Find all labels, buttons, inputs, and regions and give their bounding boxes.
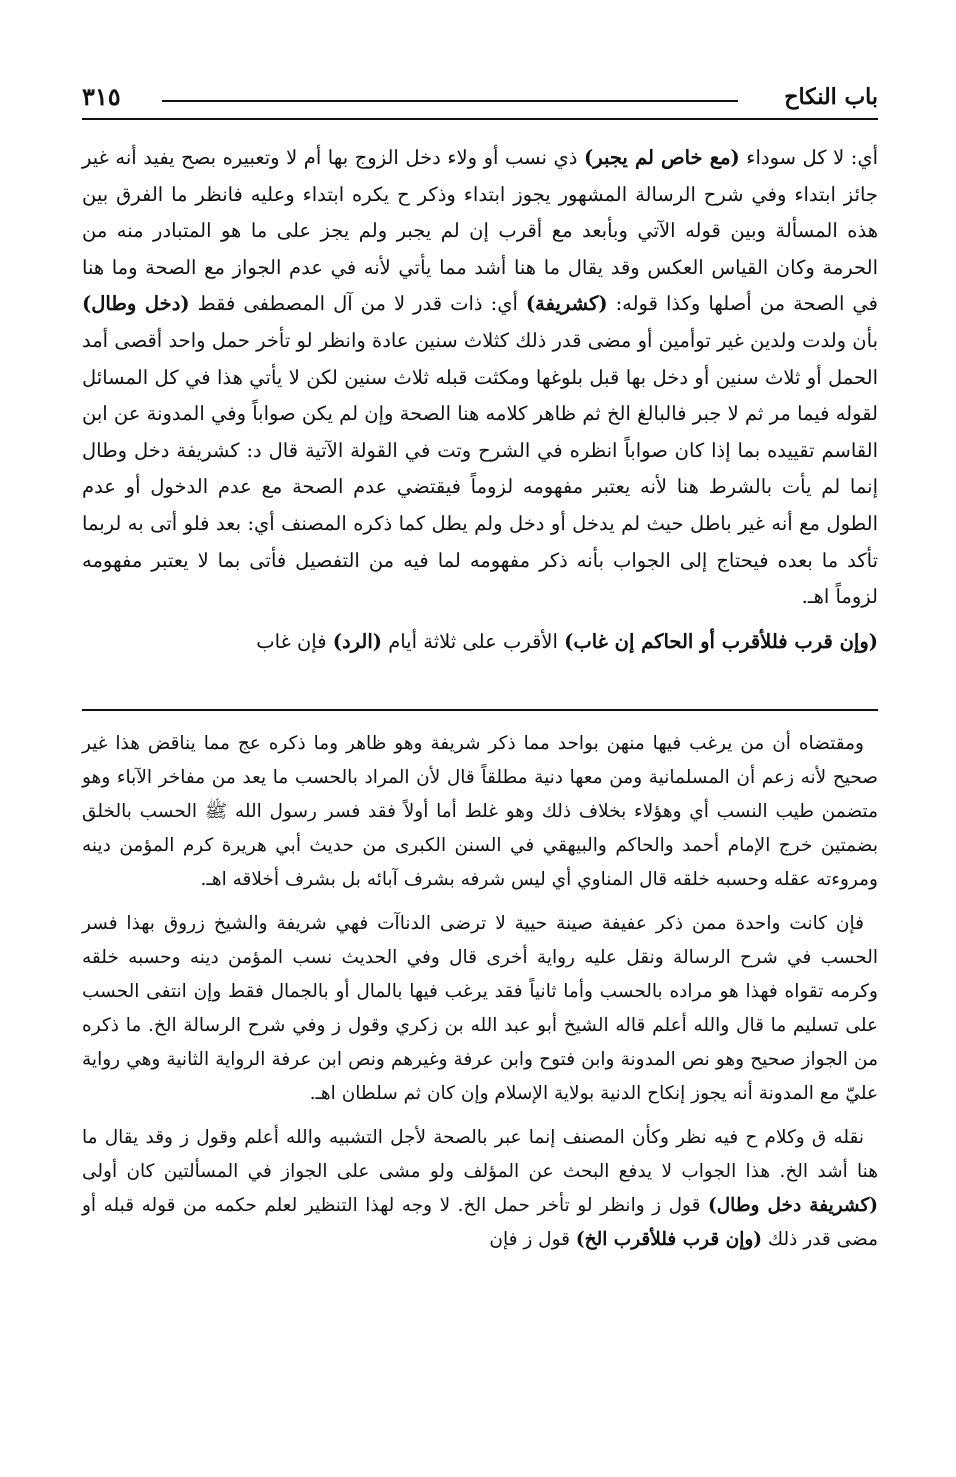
- bold-text-run: (دخل وطال): [82, 292, 190, 316]
- text-run: قول ز فإن: [489, 1229, 576, 1250]
- footnote-paragraph-2: [82, 907, 878, 1111]
- text-run: ومقتضاه أن من يرغب فيها منهن بواحد مما ذكر شريفة وهو ظاهر وما ذكره عج مما يناقض هذا غير صحيح لأنه زعم أن المسلمانية ومن معها دنية مطلقاً قال لأن المراد بالحسب ما يعد من مفاخر الآباء وهو متضمن طيب النسب أي وهؤلاء بخلاف ذلك وهو غلط أما أولاً فقد فسر رسول الله ﷺ الحسب بالخلق بضمتين خرج الإمام أحمد والحاكم والبيهقي في السنن الكبرى من حديث أبي هريرة كرم المؤمن دينه ومروءته عقله وحسبه خلقه قال المناوي أي ليس شرفه بشرف آبائه بل بشرف أخلاقه اهـ.: [82, 733, 878, 890]
- text-run: الأقرب على ثلاثة أيام: [382, 629, 565, 653]
- main-paragraph-2: [82, 624, 878, 661]
- bold-text-run: (وإن قرب فللأقرب الخ): [575, 1229, 763, 1250]
- text-run: بأن ولدت ولدين غير توأمين أو مضى قدر ذلك كثلاث سنين عادة وانظر لو تأخر حمل واحد أقصى أمد الحمل أو ثلاث سنين أو دخل بها قبل بلوغها ومكثت قبله ثلاث سنين لكن لا يأتي هذا في كل المسائل لقوله فيما مر ثم لا جبر فالبالغ الخ ثم ظاهر كلامه هنا الصحة وإن لم يكن صواباً وفي المدونة عن ابن القاسم تقييده بما إذا كان صواباً انظره في الشرح وتت في القولة الآتية قال د: كشريفة دخل وطال إنما لم يأت بالشرط هنا لأنه يعتبر مفهومه لزوماً فيقتضي عدم الصحة مع عدم الدخول أو عدم الطول مع أنه غير باطل حيث لم يدخل أو دخل ولم يطل كما ذكره المصنف أي: بعد فلو أتى به لربما تأكد ما بعده فيحتاج إلى الجواب بأنه ذكر مفهومه لما فيه من التفصيل فأتى بما لا يعتبر مفهومه لزوماً اهـ.: [82, 328, 878, 609]
- chapter-title: باب النكاح: [774, 84, 878, 110]
- bold-text-run: (مع خاص لم يجبر): [583, 146, 740, 169]
- bold-text-run: (كشريفة): [525, 292, 608, 316]
- footnotes: [82, 727, 878, 1267]
- footnote-divider: [82, 709, 878, 711]
- bold-text-run: (كشريفة دخل وطال): [707, 1195, 879, 1216]
- footnote-paragraph-3: [82, 1121, 878, 1257]
- footnote-paragraph-1: [82, 727, 878, 897]
- text-run: أي: لا كل سوداء: [739, 146, 878, 169]
- bold-text-run: (الرد): [332, 629, 383, 653]
- text-run: نقله ق وكلام ح فيه نظر وكأن المصنف إنما عبر بالصحة لأجل التشبيه والله أعلم وقول ز وقد يقال ما هنا أشد الخ. هذا الجواب لا يدفع البحث عن المؤلف ولو مشى على الجواز في المسألتين كان أولى: [82, 1127, 878, 1182]
- text-run: فإن غاب: [256, 629, 333, 653]
- main-paragraph-1: [82, 140, 878, 616]
- bold-text-run: (وإن قرب فللأقرب أو الحاكم إن غاب): [564, 629, 878, 653]
- text-run: ذي نسب أو ولاء دخل الزوج بها أم لا وتعبيره بصح يفيد أنه غير جائز ابتداء وفي شرح الرسالة المشهور يجوز ابتداء وذكر ح يكره ابتداء وعليه فانظر ما الفرق بين هذه المسألة وبين قوله الآتي وبأبعد مع أقرب إن لم يجبر ولم يجز على ما هو المتبادر منه من الحرمة وكان القياس العكس وقد يقال ما هنا أشد مما يأتي لأنه في عدم الجواز مع الصحة وما هنا في الصحة من أصلها وكذا قوله:: [82, 146, 878, 316]
- header-rule: [162, 100, 738, 102]
- text-run: فإن كانت واحدة ممن ذكر عفيفة صينة حيية لا ترضى الدناآت فهي شريفة والشيخ زروق بهذا فسر الحسب في شرح الرسالة ونقل عليه رواية أخرى قال وفي الحديث نسب المؤمن دينه وحسبه خلقه وكرمه تقواه فهذا هو مراده بالحسب وأما ثانياً فقد يرغب فيها بالمال أو بالجمال فقط وإن انتفى الحسب على تسليم ما قال والله أعلم قاله الشيخ أبو عبد الله بن زكري وقول ز وفي شرح الرسالة الخ. ما ذكره من الجواز صحيح وهو نص المدونة وابن فتوح وابن عرفة وغيرهم ونص ابن عرفة الرواية الثانية وهي رواية عليّ مع المدونة أنه يجوز إنكاح الدنية بولاية الإسلام وإن كان ثم سلطان اهـ.: [82, 913, 878, 1104]
- text-run: قول ز وانظر لو تأخر حمل الخ. لا وجه لهذا التنظير لعلم حكمه من قوله قبله أو مضى قدر ذلك: [82, 1195, 878, 1250]
- text-run: أي: ذات قدر لا من آل المصطفى فقط: [189, 292, 526, 316]
- page-number: ٣١٥: [82, 82, 131, 111]
- page-header: [82, 78, 878, 120]
- main-text: [82, 140, 878, 660]
